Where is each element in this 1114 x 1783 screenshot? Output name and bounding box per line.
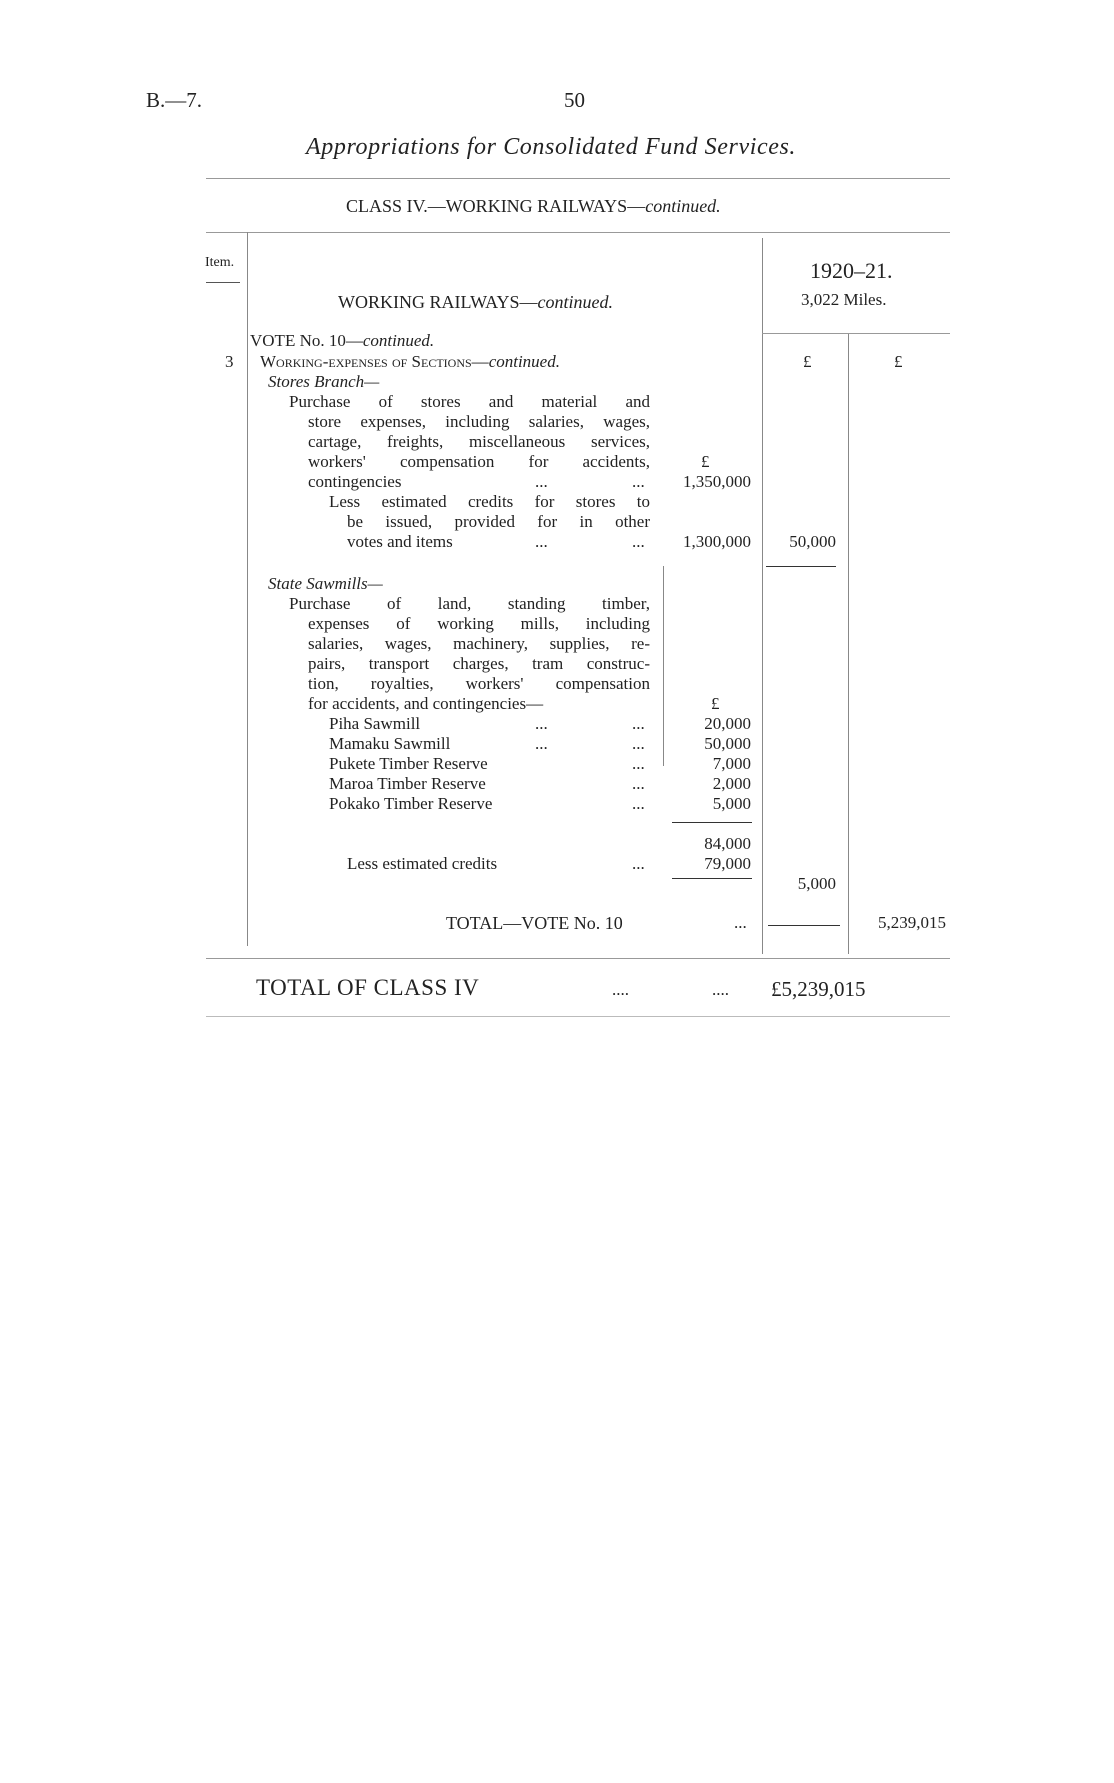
sawmills-title: State Sawmills— <box>268 574 383 593</box>
sawmills-less-label: Less estimated credits <box>347 854 498 873</box>
sawmills-line-5: tion, royalties, workers' compensation <box>308 674 650 693</box>
stores-line-3: cartage, freights, miscellaneous services, <box>308 432 650 451</box>
page-title: Appropriations for Consolidated Fund Services. <box>306 134 797 160</box>
sawmill-item-amount: 50,000 <box>704 734 751 753</box>
item-head-rule <box>206 282 240 283</box>
class-total-dots-a: .... <box>612 980 629 999</box>
page-number: 50 <box>564 88 585 112</box>
vote-subhead-main: Working-expenses of Sections— <box>260 352 489 371</box>
vote-total-amount: 5,239,015 <box>878 913 946 932</box>
stores-gross-amount: 1,350,000 <box>683 472 751 491</box>
sawmill-item-name: Piha Sawmill <box>329 714 421 733</box>
stores-net-amount: 50,000 <box>789 532 836 551</box>
sawmill-item-dots-b: ... <box>632 774 645 793</box>
vote-total-dots: ... <box>734 913 747 932</box>
title-rule <box>206 178 950 179</box>
stores-less-dots-b: ... <box>632 532 645 551</box>
vote-bottom-rule <box>206 958 950 959</box>
stores-less-line-2: be issued, provided for in other <box>347 512 650 531</box>
sawmills-pound-sign: £ <box>711 694 720 713</box>
sawmills-subtotal-rule <box>672 822 752 823</box>
class-total-label: TOTAL OF CLASS IV <box>256 975 480 1000</box>
section-title-main: WORKING RAILWAYS— <box>338 292 538 312</box>
stores-less-line-1: Less estimated credits for stores to <box>329 492 650 511</box>
stores-net-rule <box>766 566 836 567</box>
vote-title-main: VOTE No. 10— <box>250 331 363 350</box>
sawmill-item-amount: 7,000 <box>712 754 751 773</box>
vote-subhead-cont: continued. <box>488 352 560 371</box>
sawmills-net: 5,000 <box>797 874 836 893</box>
class-total-bottom-rule <box>206 1016 950 1017</box>
vote-title <box>250 331 434 351</box>
item-col-divider <box>247 232 248 946</box>
vote-subhead <box>260 352 560 372</box>
vote-total-rule <box>768 925 840 926</box>
class-title-cont: continued. <box>645 196 721 216</box>
stores-branch-title: Stores Branch— <box>268 372 380 391</box>
stores-line-5: contingencies <box>308 472 402 491</box>
sawmill-item-name: Pokako Timber Reserve <box>329 794 493 813</box>
page-ref: B.—7. <box>146 88 203 112</box>
stores-line-2: store expenses, including salaries, wages, <box>308 412 650 431</box>
miles-heading: 3,022 Miles. <box>801 290 887 309</box>
sawmill-item-dots-a: ... <box>535 714 548 733</box>
year-heading: 1920–21. <box>810 258 893 283</box>
sawmill-item-dots-b: ... <box>632 734 645 753</box>
sawmills-line-6: for accidents, and contingencies— <box>308 694 544 713</box>
amount-col-divider <box>762 238 763 954</box>
sawmills-credits-rule <box>672 878 752 879</box>
class-title <box>346 196 721 217</box>
section-title <box>338 292 613 313</box>
stores-pound-sign: £ <box>701 452 710 471</box>
sawmill-item-amount: 2,000 <box>712 774 751 793</box>
stores-line-4: workers' compensation for accidents, <box>308 452 650 471</box>
sawmill-item-dots-b: ... <box>632 754 645 773</box>
sawmills-line-3: salaries, wages, machinery, supplies, re- <box>308 634 650 653</box>
stores-dots-b: ... <box>632 472 645 491</box>
stores-dots-a: ... <box>535 472 548 491</box>
vote-total-label: TOTAL—VOTE No. 10 <box>446 913 623 933</box>
sawmills-line-1: Purchase of land, standing timber, <box>289 594 650 613</box>
table-top-rule <box>206 232 950 233</box>
sawmill-item-name: Maroa Timber Reserve <box>329 774 486 793</box>
sawmill-item-name: Pukete Timber Reserve <box>329 754 488 773</box>
year-head-rule <box>762 333 950 334</box>
sawmills-line-2: expenses of working mills, including <box>308 614 650 633</box>
class-title-main: CLASS IV.—WORKING RAILWAYS— <box>346 196 646 216</box>
pound-header-col2: £ <box>894 352 903 371</box>
sawmills-less-dots: ... <box>632 854 645 873</box>
class-total-amount: £5,239,015 <box>771 977 866 1001</box>
item-column-label: Item. <box>205 255 235 270</box>
total-col-divider <box>848 334 849 954</box>
stores-line-1: Purchase of stores and material and <box>289 392 650 411</box>
vote-title-cont: continued. <box>362 331 435 350</box>
section-title-cont: continued. <box>537 292 613 312</box>
stores-less-line-3: votes and items <box>347 532 453 551</box>
sawmills-line-4: pairs, transport charges, tram construc- <box>308 654 650 673</box>
sawmill-item-dots-a: ... <box>535 734 548 753</box>
stores-credits-amount: 1,300,000 <box>683 532 751 551</box>
sawmill-item-name: Mamaku Sawmill <box>329 734 451 753</box>
sawmills-credits: 79,000 <box>704 854 751 873</box>
subamount-col-divider <box>663 566 664 766</box>
pound-header-col1: £ <box>803 352 812 371</box>
sawmills-subtotal: 84,000 <box>704 834 751 853</box>
sawmill-item-amount: 5,000 <box>712 794 751 813</box>
class-total-dots-b: .... <box>712 980 729 999</box>
sawmill-item-dots-b: ... <box>632 714 645 733</box>
stores-less-dots-a: ... <box>535 532 548 551</box>
item-number: 3 <box>225 352 234 371</box>
sawmill-item-amount: 20,000 <box>704 714 751 733</box>
sawmill-item-dots-b: ... <box>632 794 645 813</box>
